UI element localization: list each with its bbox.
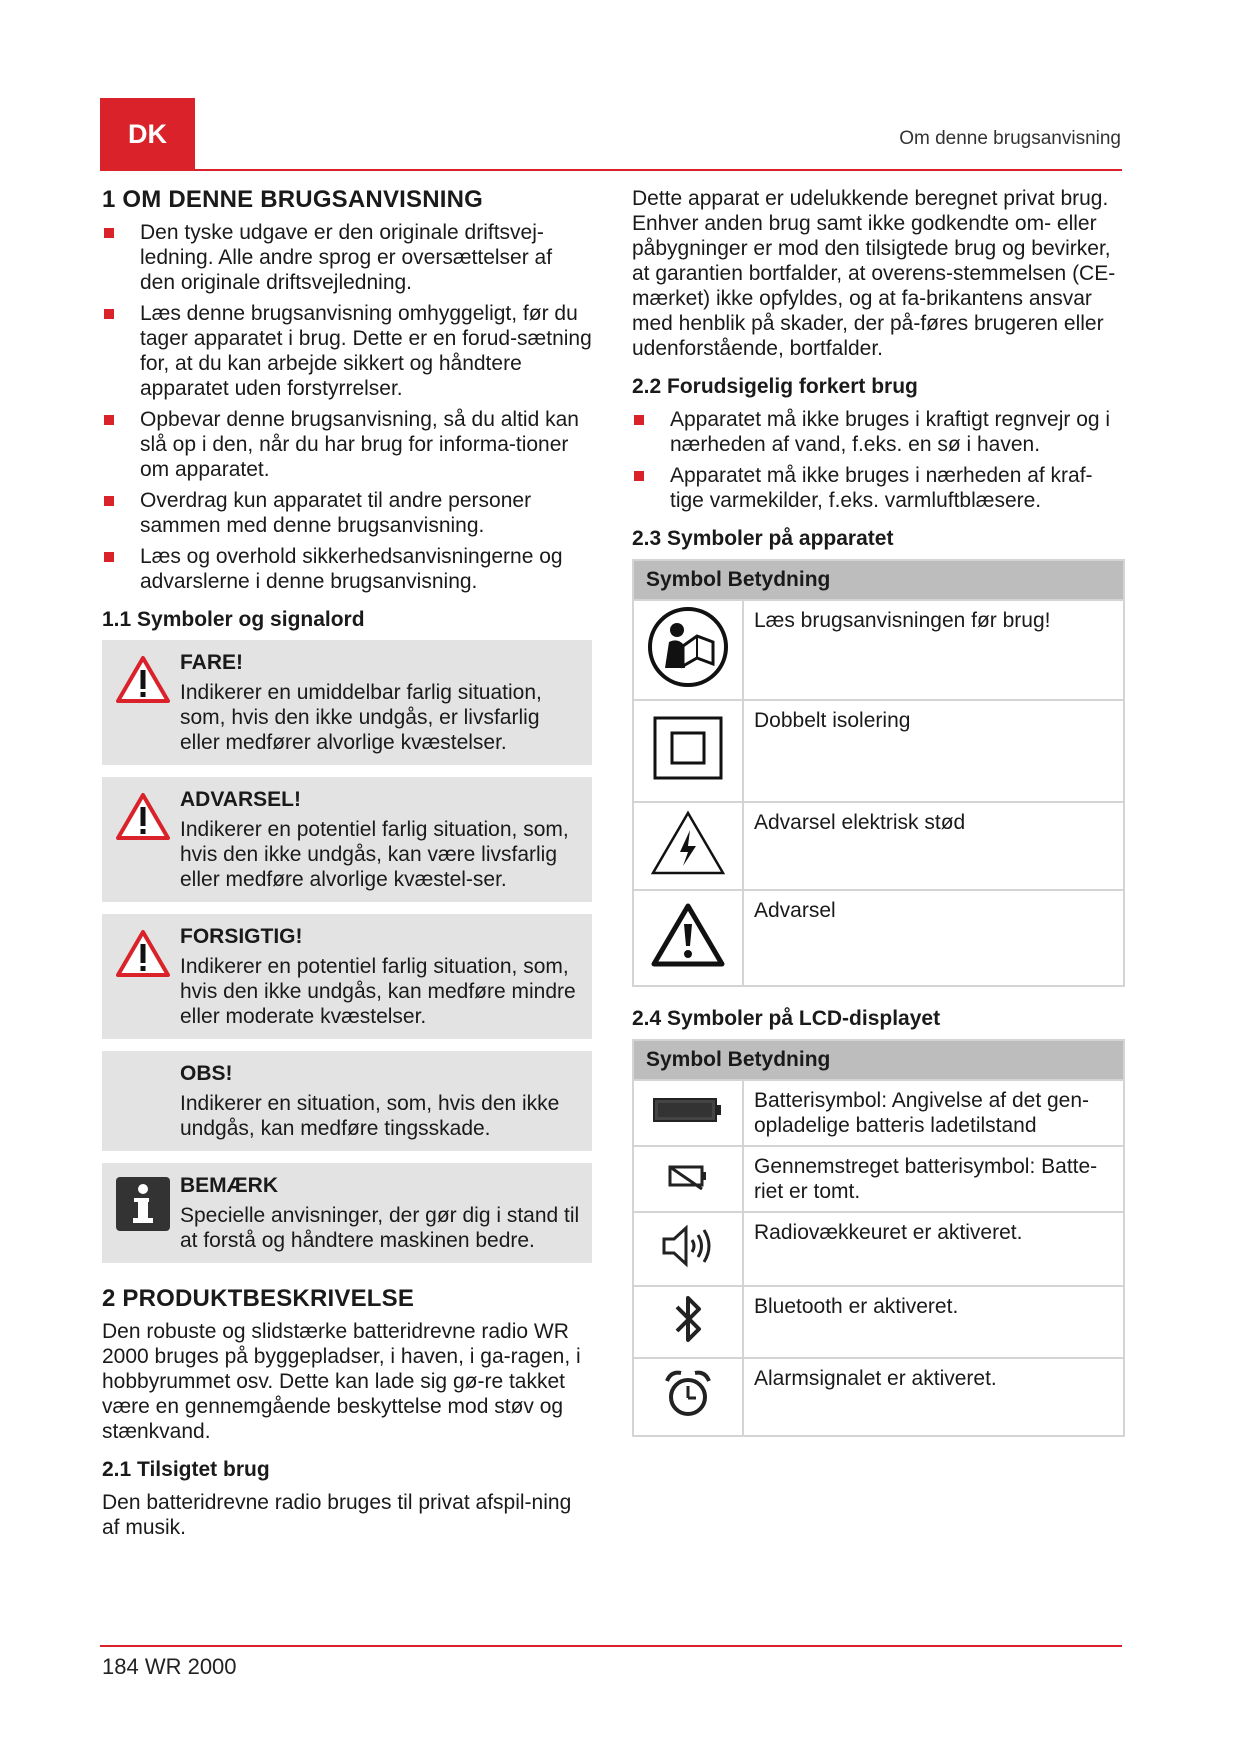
table-row [633,1286,1124,1358]
notice-title: BEMÆRK [180,1174,278,1197]
lcd-symbols-table [632,1039,1125,1437]
table-row [633,1080,1124,1146]
intended-use-continued: Dette apparat er udelukkende beregnet privat brug. Enhver anden brug samt ikke godkendte om- eller påbygninger er mod den tilsigtede brug og bevirker, at garantien bortfalder, at overens-stemmelsen (CE-mærket) ikke opfyldes, og at fa-brikantens ansvar med henblik på skader, der på-føres brugeren eller udenforstående, bortfalder. [632,187,1116,360]
list-item: Den tyske udgave er den originale driftsvej-ledning. Alle andre sprog er oversættelser af den originale driftsvejledning. [102,220,592,295]
product-description: Den robuste og slidstærke batteridrevne radio WR 2000 bruges på byggepladser, i haven, i ga-ragen, i hobbyrummet osv. Dette kan lade sig gø-re takket være en gennemgående beskyttelse mod støv og stænkvand. [102,1320,581,1443]
symbol-meaning: Dobbelt isolering [743,700,1124,802]
footer-rule [100,1645,1122,1647]
battery-crossed-icon [666,1175,710,1198]
running-header: Om denne brugsanvisning [899,128,1121,149]
notice-danger [102,640,592,765]
table-header: Symbol Betydning [633,560,1124,600]
warning-triangle-red-icon [112,787,174,892]
notice-title: ADVARSEL! [180,788,301,811]
notice-warning [102,777,592,902]
header-rule [100,169,1122,171]
notice-caution [102,914,592,1039]
table-row [633,1146,1124,1212]
battery-icon [652,1107,724,1130]
subsection-heading-2-3: 2.3 Symboler på apparatet [632,527,894,550]
list-item: Overdrag kun apparatet til andre personer sammen med denne brugsanvisning. [102,488,592,538]
subsection-heading-1-1: 1.1 Symboler og signalord [102,608,365,631]
list-item: Læs og overhold sikkerhedsanvisningerne og advarslerne i denne brugsanvisning. [102,544,592,594]
double-insulation-icon [652,763,724,786]
notice-text: Indikerer en potentiel farlig situation, som, hvis den ikke undgås, kan være livsfarlig eller medføre alvorlige kvæstel-ser. [180,818,569,891]
warning-triangle-red-icon [112,924,174,1029]
notice-obs [102,1051,592,1151]
table-row [633,890,1124,986]
table-row [633,700,1124,802]
symbol-meaning: Læs brugsanvisningen før brug! [743,600,1124,700]
right-column [632,186,1122,1437]
speaker-icon [658,1252,718,1275]
intro-bullet-list [102,220,592,594]
page-number: 184 WR 2000 [102,1654,237,1679]
section-heading-2: 2 PRODUKTBESKRIVELSE [102,1285,415,1312]
symbol-meaning: Alarmsignalet er aktiveret. [743,1358,1124,1436]
table-header: Symbol Betydning [633,1040,1124,1080]
notice-text: Indikerer en situation, som, hvis den ikke undgås, kan medføre tingsskade. [180,1092,560,1140]
warning-icon [650,950,726,973]
notice-text: Specielle anvisninger, der gør dig i stand til at forstå og håndtere maskinen bedre. [180,1204,580,1252]
misuse-bullet-list [632,407,1122,513]
table-row [633,802,1124,890]
subsection-heading-2-2: 2.2 Forudsigelig forkert brug [632,375,918,398]
subsection-heading-2-4: 2.4 Symboler på LCD-displayet [632,1007,941,1030]
electric-shock-warning-icon [650,858,726,881]
section-heading-1: 1 OM DENNE BRUGSANVISNING [102,186,484,213]
warning-triangle-red-icon [112,650,174,755]
notice-note [102,1163,592,1263]
alarm-clock-icon [663,1403,713,1426]
left-column [102,186,592,1540]
table-row [633,1212,1124,1286]
symbol-meaning: Gennemstreget batterisymbol: Batte-riet er tomt. [743,1146,1124,1212]
table-row [633,600,1124,700]
symbol-meaning: Advarsel elektrisk stød [743,802,1124,890]
device-symbols-table [632,559,1125,987]
bluetooth-icon [671,1329,705,1352]
notice-title: FORSIGTIG! [180,925,303,948]
list-item: Apparatet må ikke bruges i nærheden af kraf-tige varmekilder, f.eks. varmluftblæsere. [632,463,1122,513]
symbol-meaning: Batterisymbol: Angivelse af det gen-opladelige batteris ladetilstand [743,1080,1124,1146]
notice-title: OBS! [180,1062,233,1085]
read-manual-icon [647,670,729,693]
list-item: Apparatet må ikke bruges i kraftigt regnvejr og i nærheden af vand, f.eks. en sø i haven. [632,407,1122,457]
notice-text: Indikerer en umiddelbar farlig situation, som, hvis den ikke undgås, er livsfarlig eller medfører alvorlige kvæstelser. [180,681,542,754]
notice-text: Indikerer en potentiel farlig situation, som, hvis den ikke undgås, kan medføre mindre eller moderate kvæstelser. [180,955,576,1028]
intended-use-text: Den batteridrevne radio bruges til privat afspil-ning af musik. [102,1491,572,1539]
table-row [633,1358,1124,1436]
notice-title: FARE! [180,651,243,674]
symbol-meaning: Bluetooth er aktiveret. [743,1286,1124,1358]
list-item: Læs denne brugsanvisning omhyggeligt, før du tager apparatet i brug. Dette er en forud-sætning for, at du kan arbejde sikkert og håndtere apparatet uden forstyrrelser. [102,301,592,401]
symbol-meaning: Advarsel [743,890,1124,986]
info-icon [112,1173,174,1253]
symbol-meaning: Radiovækkeuret er aktiveret. [743,1212,1124,1286]
subsection-heading-2-1: 2.1 Tilsigtet brug [102,1458,270,1481]
language-tab: DK [100,98,195,170]
list-item: Opbevar denne brugsanvisning, så du altid kan slå op i den, når du har brug for informa-tioner om apparatet. [102,407,592,482]
